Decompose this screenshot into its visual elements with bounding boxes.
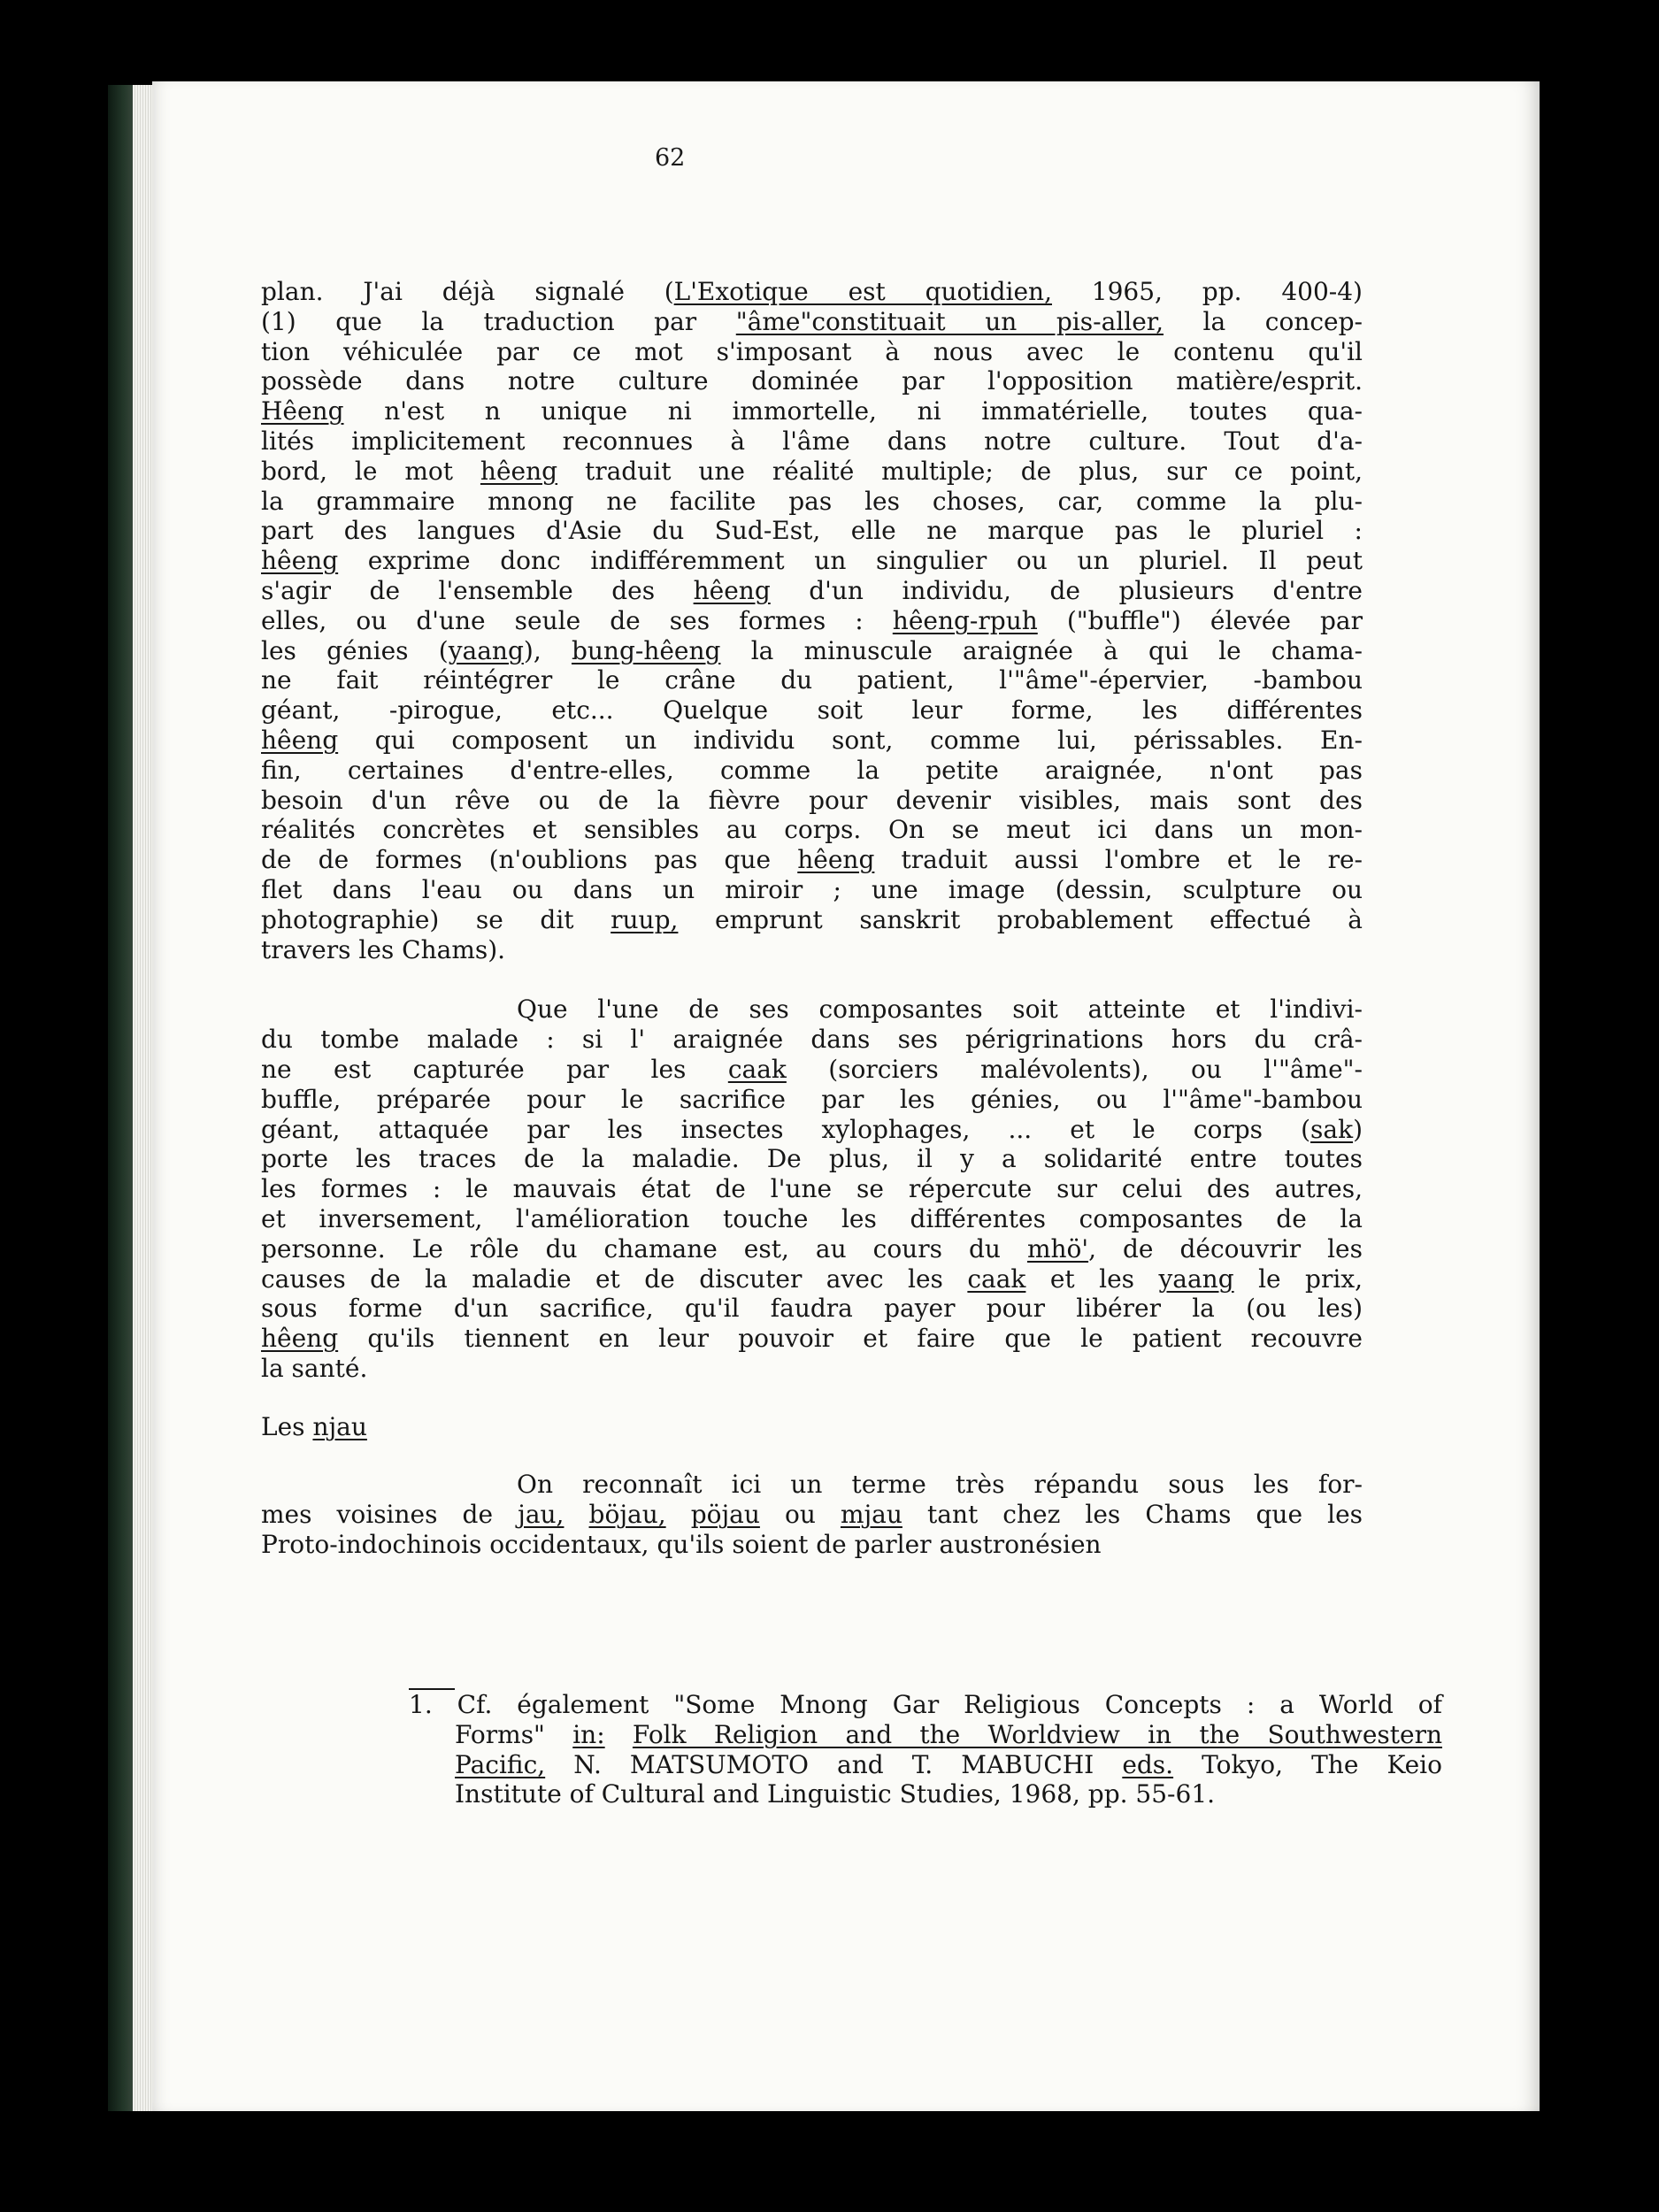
underlined-term: mjau (840, 1500, 902, 1530)
text-line (261, 1264, 1363, 1294)
text-run: flet dans l'eau ou dans un miroir ; une image (dessin, sculpture ou (261, 874, 1363, 904)
text-run: tion véhiculée par ce mot s'imposant à nous avec le contenu qu'il (261, 336, 1363, 366)
text-line (261, 546, 1363, 576)
text-line (261, 396, 1363, 426)
text-line (261, 786, 1363, 816)
underlined-term: Hêeng (261, 396, 344, 426)
underlined-term: hêeng-rpuh (892, 605, 1038, 635)
text-run: emprunt sanskrit probablement effectué à (678, 904, 1363, 934)
text-run: travers les Chams). (261, 934, 506, 964)
text-run: de de formes (n'oublions pas que (261, 845, 798, 875)
text-line (261, 756, 1363, 786)
text-run: Forms" (455, 1719, 573, 1749)
text-run: la concep- (1163, 306, 1363, 336)
text-run: ), (523, 635, 572, 665)
text-run: (sorciers malévolents), ou l'"âme"- (786, 1054, 1363, 1084)
text-run: d'un individu, de plusieurs d'entre (770, 575, 1363, 605)
section-heading (261, 1412, 1363, 1442)
text-run: géant, -pirogue, etc... Quelque soit leur forme, les différentes (261, 695, 1363, 726)
text-line (261, 665, 1363, 695)
underlined-term: yaang (448, 635, 524, 665)
text-run: traduit aussi l'ombre et le re- (874, 845, 1363, 875)
underlined-term: Pacific, (455, 1749, 546, 1779)
text-run: la santé. (261, 1353, 368, 1383)
text-run: ne est capturée par les (261, 1054, 728, 1084)
text-line (409, 1750, 1442, 1780)
text-run: plan. J'ai déjà signalé ( (261, 277, 674, 306)
text-run: personne. Le rôle du chamane est, au cours du (261, 1233, 1027, 1263)
underlined-term: caak (727, 1054, 787, 1084)
underlined-term: "âme"constituait un pis-aller, (735, 306, 1164, 336)
text-run: les formes : le mauvais état de l'une se répercute sur celui des autres, (261, 1174, 1363, 1204)
text-line (261, 636, 1363, 666)
paragraph-illness (261, 995, 1363, 1383)
text-line (261, 845, 1363, 875)
text-run: possède dans notre culture dominée par l'opposition matière/esprit. (261, 366, 1363, 396)
text-run: géant, attaquée par les insectes xylophages, ... et le corps ( (261, 1114, 1311, 1144)
page-number: 62 (655, 144, 686, 172)
paragraph-hee-ng-concept (261, 277, 1363, 964)
text-line (261, 1530, 1363, 1560)
text-line (409, 1779, 1442, 1809)
text-run: 1. Cf. également "Some Mnong Gar Religious Concepts : a World of (409, 1690, 1442, 1719)
text-run: Que l'une de ses composantes soit atteinte et l'indivi- (517, 995, 1363, 1025)
text-run: elles, ou d'une seule de ses formes : (261, 605, 893, 635)
text-line (261, 307, 1363, 337)
text-run: On reconnaît ici un terme très répandu sous les for- (517, 1470, 1363, 1500)
text-line (261, 875, 1363, 905)
text-line (261, 576, 1363, 606)
text-run (564, 1500, 588, 1529)
text-run: photographie) se dit (261, 904, 611, 934)
text-run: Proto-indochinois occidentaux, qu'ils soient de parler austronésien (261, 1530, 1102, 1560)
text-line (261, 1055, 1363, 1085)
text-line (261, 1324, 1363, 1354)
underlined-term: hêeng (261, 546, 339, 576)
text-run: lités implicitement reconnues à l'âme dans notre culture. Tout d'a- (261, 426, 1363, 456)
text-run: bord, le mot (261, 456, 480, 486)
text-run: traduit une réalité multiple; de plus, sur ce point, (557, 456, 1363, 486)
text-run: N. MATSUMOTO and T. MABUCHI (545, 1749, 1123, 1779)
underlined-term: L'Exotique est quotidien, (673, 277, 1052, 306)
text-line (261, 426, 1363, 457)
underlined-term: pöjau (690, 1500, 760, 1530)
underlined-term: sak (1310, 1114, 1354, 1144)
text-run: fin, certaines d'entre-elles, comme la petite araignée, n'ont pas (261, 755, 1363, 785)
text-line (261, 905, 1363, 935)
text-line (261, 457, 1363, 487)
underlined-term: hêeng (261, 1324, 339, 1354)
text-run: besoin d'un rêve ou de la fièvre pour devenir visibles, mais sont des (261, 785, 1363, 815)
text-run: du tombe malade : si l' araignée dans ses périgrinations hors du crâ- (261, 1025, 1363, 1055)
text-run: , de découvrir les (1088, 1233, 1363, 1263)
underlined-term: jau, (518, 1500, 565, 1530)
underlined-term: bung-hêeng (571, 635, 721, 665)
text-line (261, 1115, 1363, 1145)
text-run: la minuscule araignée à qui le chama- (720, 635, 1363, 665)
underlined-term: böjau, (588, 1500, 666, 1530)
text-line (261, 995, 1363, 1025)
text-run: buffle, préparée pour le sacrifice par les génies, ou l'"âme"-bambou (261, 1084, 1363, 1114)
text-run: et inversement, l'amélioration touche les différentes composantes de la (261, 1203, 1363, 1233)
paragraph-gap (261, 964, 1363, 995)
text-run: Tokyo, The Keio (1173, 1749, 1442, 1779)
text-run: mes voisines de (261, 1500, 518, 1530)
text-line (261, 1294, 1363, 1324)
text-line (261, 487, 1363, 517)
body-text (261, 277, 1363, 1560)
text-run: ne fait réintégrer le crâne du patient, l'"âme"-épervier, -bambou (261, 665, 1363, 695)
text-line (261, 815, 1363, 845)
underlined-term: hêeng (797, 845, 875, 875)
text-run: causes de la maladie et de discuter avec les (261, 1263, 968, 1294)
text-run: le prix, (1233, 1263, 1363, 1294)
text-run: ou (759, 1500, 841, 1530)
text-run: qu'ils tiennent en leur pouvoir et faire que le patient recouvre (338, 1324, 1363, 1354)
text-line (261, 337, 1363, 367)
text-run: et les (1025, 1263, 1159, 1294)
text-run: 1965, pp. 400-4) (1051, 277, 1363, 306)
underlined-term: hêeng (261, 725, 339, 755)
text-line (261, 516, 1363, 546)
text-run (666, 1500, 691, 1529)
text-line (261, 606, 1363, 636)
text-run (605, 1720, 633, 1749)
underlined-term: caak (967, 1263, 1026, 1294)
text-run: réalités concrètes et sensibles au corps. On se meut ici dans un mon- (261, 815, 1363, 845)
text-line (261, 726, 1363, 756)
text-line (261, 1025, 1363, 1055)
underlined-term: yaang (1158, 1263, 1234, 1294)
text-run: la grammaire mnong ne facilite pas les choses, car, comme la plu- (261, 486, 1363, 516)
text-run: Les (261, 1411, 313, 1441)
text-line (261, 1174, 1363, 1204)
paragraph-njau (261, 1470, 1363, 1559)
text-run: exprime donc indifféremment un singulier ou un pluriel. Il peut (338, 546, 1363, 576)
underlined-term: eds. (1122, 1749, 1174, 1779)
text-line (261, 366, 1363, 396)
text-run: porte les traces de la maladie. De plus, il y a solidarité entre toutes (261, 1144, 1363, 1174)
text-run: Institute of Cultural and Linguistic Studies, 1968, pp. 55-61. (455, 1779, 1216, 1809)
text-line (261, 1204, 1363, 1234)
underlined-term: in: (572, 1719, 605, 1749)
text-line (261, 1234, 1363, 1264)
text-line (409, 1720, 1442, 1750)
underlined-term: mhö' (1026, 1233, 1089, 1263)
text-line (261, 1085, 1363, 1115)
footnote (409, 1690, 1442, 1809)
text-line (261, 1354, 1363, 1384)
text-line (261, 695, 1363, 726)
text-run: (1) que la traduction par (261, 306, 736, 336)
underlined-term: Folk Religion and the Worldview in the Southwestern (632, 1719, 1442, 1749)
text-run: s'agir de l'ensemble des (261, 575, 694, 605)
page-stack-edge (133, 85, 154, 2111)
underlined-term: hêeng (480, 456, 558, 486)
text-run: part des langues d'Asie du Sud-Est, elle ne marque pas le pluriel : (261, 516, 1363, 546)
text-run: tant chez les Chams que les (902, 1500, 1363, 1530)
text-line (409, 1690, 1442, 1720)
text-run: ) (1353, 1114, 1363, 1144)
underlined-term: njau (312, 1411, 367, 1441)
underlined-term: hêeng (693, 575, 771, 605)
text-line (261, 277, 1363, 307)
text-run: les génies ( (261, 635, 449, 665)
text-line (261, 1500, 1363, 1530)
text-line (261, 935, 1363, 965)
text-run: n'est n unique ni immortelle, ni immatérielle, toutes qua- (343, 396, 1363, 426)
underlined-term: ruup, (611, 904, 679, 934)
text-run: qui composent un individu sont, comme lui, périssables. En- (338, 725, 1363, 755)
text-run: ("buffle") élevée par (1037, 605, 1363, 635)
text-line (261, 1470, 1363, 1500)
text-line (261, 1144, 1363, 1174)
text-run: sous forme d'un sacrifice, qu'il faudra payer pour libérer la (ou les) (261, 1294, 1363, 1324)
